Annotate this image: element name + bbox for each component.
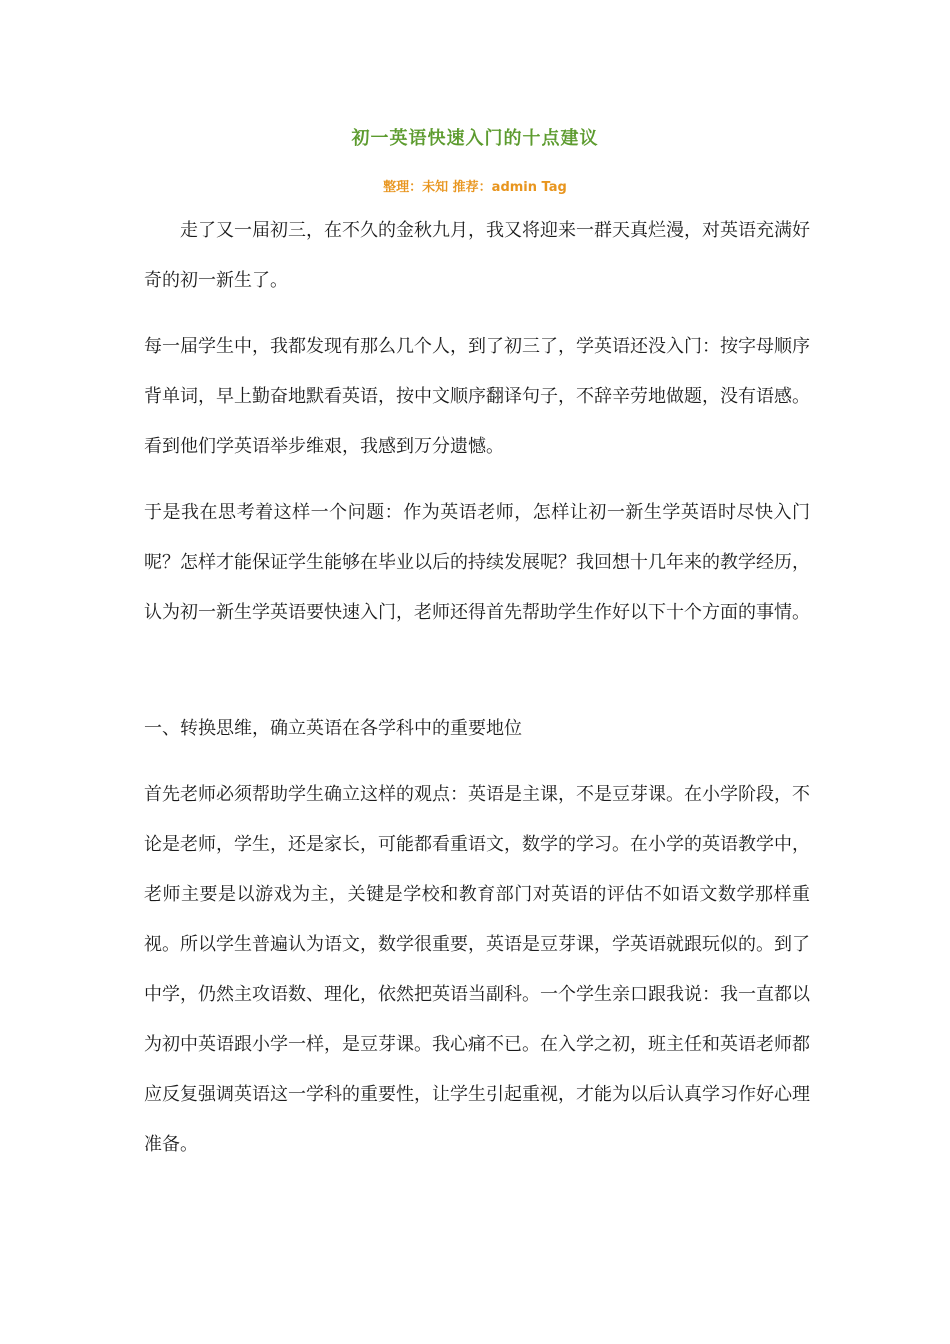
document-title: 初一英语快速入门的十点建议	[351, 128, 599, 149]
document-meta: 整理：未知 推荐：admin Tag	[383, 180, 567, 195]
paragraph-question: 于是我在思考着这样一个问题：作为英语老师，怎样让初一新生学英语时尽快入门呢？怎样才能保证学生能够在毕业以后的持续发展呢？我回想十几年来的教学经历，认为初一新生学英语要快速入门，老师还得首先帮助学生作好以下十个方面的事情。	[144, 502, 810, 623]
paragraph-intro: 走了又一届初三，在不久的金秋九月，我又将迎来一群天真烂漫，对英语充满好奇的初一新生了。	[144, 220, 810, 291]
paragraph-observation: 每一届学生中，我都发现有那么几个人，到了初三了，学英语还没入门：按字母顺序背单词，早上勤奋地默看英语，按中文顺序翻译句子，不辞辛劳地做题，没有语感。看到他们学英语举步维艰，我感到万分遗憾。	[144, 336, 810, 457]
paragraph-section-1-body: 首先老师必须帮助学生确立这样的观点：英语是主课，不是豆芽课。在小学阶段，不论是老师，学生，还是家长，可能都看重语文，数学的学习。在小学的英语教学中，老师主要是以游戏为主，关键是学校和教育部门对英语的评估不如语文数学那样重视。所以学生普遍认为语文，数学很重要，英语是豆芽课，学英语就跟玩似的。到了中学，仍然主攻语数、理化，依然把英语当副科。一个学生亲口跟我说：我一直都以为初中英语跟小学一样，是豆芽课。我心痛不已。在入学之初，班主任和英语老师都应反复强调英语这一学科的重要性，让学生引起重视，才能为以后认真学习作好心理准备。	[144, 784, 810, 1155]
section-heading-1: 一、转换思维，确立英语在各学科中的重要地位	[144, 718, 522, 739]
